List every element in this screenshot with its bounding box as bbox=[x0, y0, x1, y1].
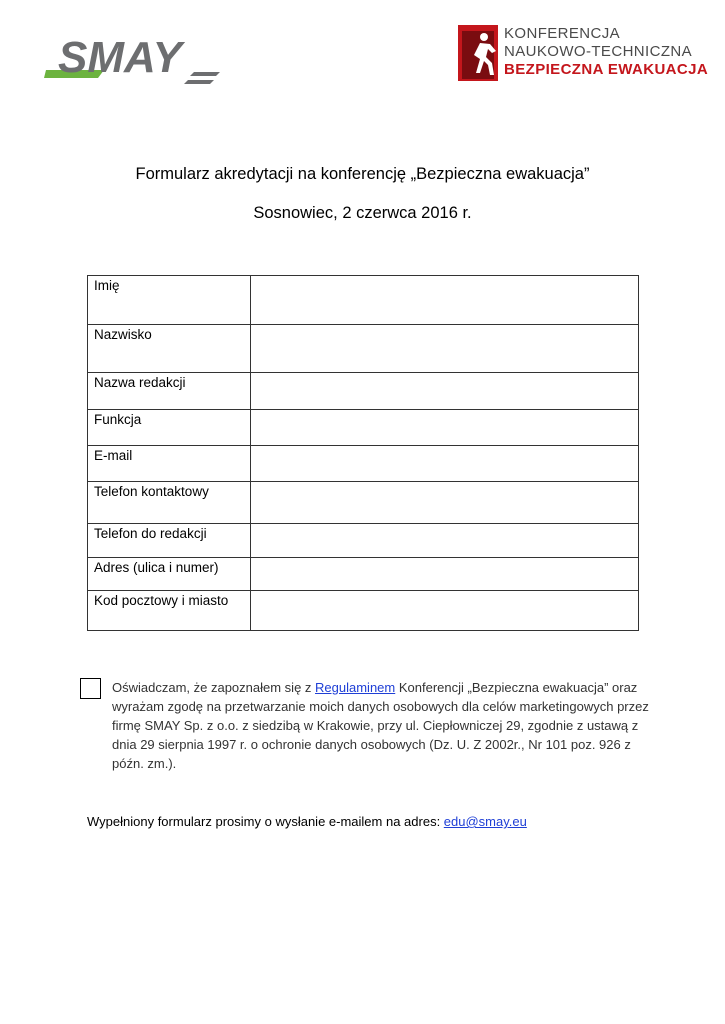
page-title: Formularz akredytacji na konferencję „Bezpieczna ewakuacja” bbox=[135, 165, 590, 183]
field-label: Nazwa redakcji bbox=[88, 373, 251, 410]
footer-note bbox=[87, 814, 527, 829]
field-label: Telefon kontaktowy bbox=[88, 482, 251, 524]
field-input[interactable] bbox=[251, 373, 639, 410]
footer-text: Wypełniony formularz prosimy o wysłanie e-mailem na adres: bbox=[87, 814, 444, 829]
conference-logo bbox=[458, 25, 718, 83]
regulations-link[interactable]: Regulaminem bbox=[315, 680, 396, 695]
field-input[interactable] bbox=[251, 325, 639, 373]
field-label: Adres (ulica i numer) bbox=[88, 558, 251, 591]
conference-line-3: BEZPIECZNA EWAKUACJA bbox=[504, 61, 709, 78]
field-label: E-mail bbox=[88, 446, 251, 482]
consent-checkbox[interactable] bbox=[80, 678, 101, 699]
conference-line-1: KONFERENCJA bbox=[504, 25, 621, 42]
field-label: Kod pocztowy i miasto bbox=[88, 591, 251, 631]
email-link[interactable]: edu@smay.eu bbox=[443, 814, 527, 829]
field-label: Funkcja bbox=[88, 410, 251, 446]
consent-text-after: Konferencji „Bezpieczna ewakuacja” oraz wyrażam zgodę na przetwarzanie moich danych osobowych dla celów marketingowych przez firmę SMAY Sp. z o.o. z siedzibą w Krakowie, przy ul. Ciepłowniczej 29, zgodnie z ustawą z dnia 29 sierpnia 1997 r. o ochronie danych osobowych (Dz. U. Z 2002r., Nr 101 poz. 926 z późn. zm.). bbox=[112, 680, 649, 771]
field-label: Telefon do redakcji bbox=[88, 524, 251, 558]
field-input[interactable] bbox=[251, 410, 639, 446]
field-label: Nazwisko bbox=[88, 325, 251, 373]
consent-text-before: Oświadczam, że zapoznałem się z bbox=[112, 680, 316, 695]
evacuation-exit-icon bbox=[458, 25, 498, 81]
field-label: Imię bbox=[88, 276, 251, 325]
field-input[interactable] bbox=[251, 482, 639, 524]
field-input[interactable] bbox=[251, 276, 639, 325]
field-input[interactable] bbox=[251, 558, 639, 591]
smay-logo-text: SMAY bbox=[58, 33, 182, 82]
consent-text bbox=[112, 678, 652, 773]
accreditation-form-table bbox=[87, 275, 639, 631]
field-input[interactable] bbox=[251, 591, 639, 631]
smay-logo bbox=[44, 28, 230, 88]
page-subtitle: Sosnowiec, 2 czerwca 2016 r. bbox=[253, 204, 472, 222]
conference-line-2: NAUKOWO-TECHNICZNA bbox=[504, 43, 693, 60]
field-input[interactable] bbox=[251, 446, 639, 482]
field-input[interactable] bbox=[251, 524, 639, 558]
